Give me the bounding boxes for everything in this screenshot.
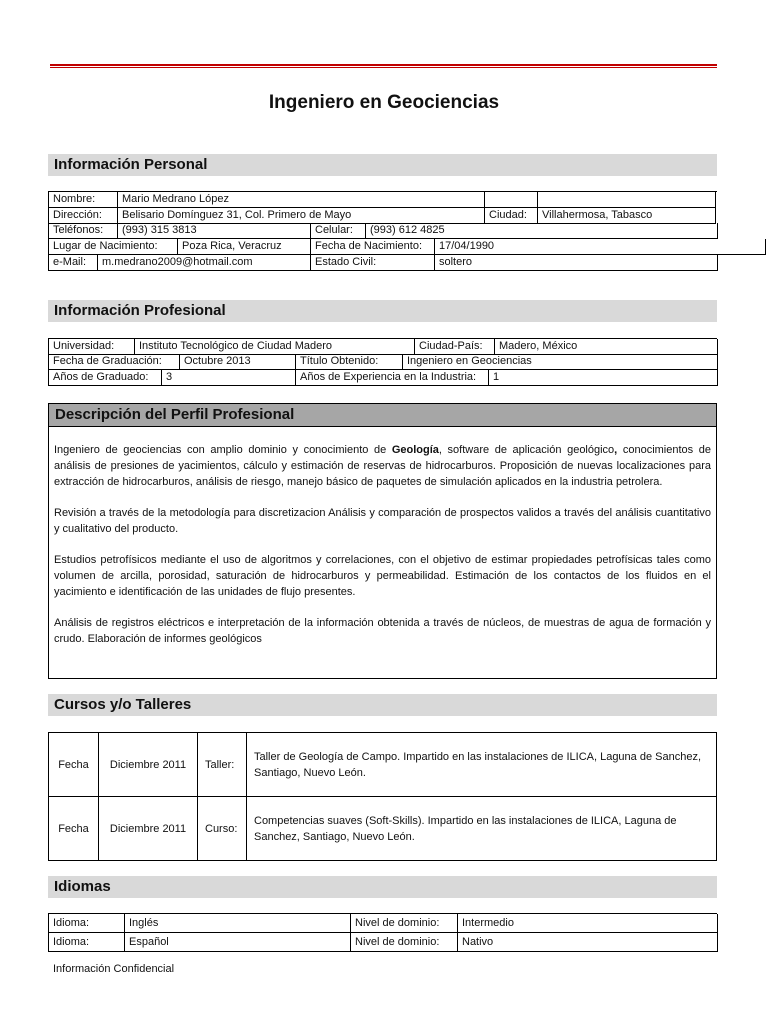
- nivel-label: Nivel de dominio:: [351, 933, 458, 952]
- idiomas-table: [48, 913, 717, 952]
- direccion-value: Belisario Domínguez 31, Col. Primero de Mayo: [118, 208, 485, 224]
- perfil-section: [48, 403, 717, 679]
- anios-graduado-label: Años de Graduado:: [49, 370, 162, 386]
- nivel-value: Nativo: [458, 933, 718, 952]
- lugar-label: Lugar de Nacimiento:: [49, 239, 178, 255]
- fecha-label: Fecha: [49, 797, 99, 861]
- anios-graduado-value: 3: [162, 370, 296, 386]
- nombre-value: Mario Medrano López: [118, 192, 485, 208]
- section-heading-profesional: Información Profesional: [48, 300, 717, 322]
- celular-value: (993) 612 4825: [366, 223, 718, 239]
- graduacion-value: Octubre 2013: [180, 354, 296, 370]
- fecha-value: Diciembre 2011: [99, 797, 198, 861]
- personal-table: [48, 191, 717, 224]
- personal-table-3: [48, 239, 717, 255]
- page-title: Ingeniero en Geociencias: [268, 92, 500, 113]
- nivel-label: Nivel de dominio:: [351, 914, 458, 933]
- empty-cell: [485, 192, 538, 208]
- direccion-label: Dirección:: [49, 208, 118, 224]
- text-span: Ingeniero de geociencias con amplio dominio y conocimiento de: [54, 444, 392, 456]
- graduacion-label: Fecha de Graduación:: [49, 354, 180, 370]
- footer-confidential: Información Confidencial: [53, 963, 175, 975]
- idioma-label: Idioma:: [49, 933, 125, 952]
- profesional-table-2: [48, 354, 717, 370]
- telefonos-value: (993) 315 3813: [118, 223, 311, 239]
- fecha-nacimiento-label: Fecha de Nacimiento:: [311, 239, 435, 255]
- profesional-table-3: [48, 370, 717, 386]
- email-label: e-Mail:: [49, 255, 98, 271]
- perfil-paragraph: Estudios petrofísicos mediante el uso de algoritmos y correlaciones, con el objetivo de estimar propiedades petrofísicas tales como volumen de arcilla, porosidad, saturación de hidrocarburos y permeabilidad. Estimación de los contactos de los fluidos en el yacimiento e identificación de las unidades de flujo presentes.: [54, 554, 711, 598]
- section-heading-perfil: Descripción del Perfil Profesional: [49, 404, 716, 427]
- section-heading-personal: Información Personal: [48, 154, 717, 176]
- telefonos-label: Teléfonos:: [49, 223, 118, 239]
- text-span: , software de aplicación geológico: [438, 444, 615, 456]
- section-heading-cursos: Cursos y/o Talleres: [48, 694, 717, 716]
- fecha-label: Fecha: [49, 733, 99, 797]
- table-row: [49, 733, 717, 797]
- curso-descripcion: Competencias suaves (Soft-Skills). Impartido en las instalaciones de ILICA, Laguna de Sanchez, Santiago, Nuevo León.: [247, 797, 717, 861]
- bold-span: ,: [614, 444, 618, 456]
- profesional-table: [48, 338, 717, 355]
- perfil-text: [49, 427, 716, 647]
- fecha-nacimiento-value: 17/04/1990: [435, 239, 766, 255]
- perfil-paragraph: Revisión a través de la metodología para discretizacion Análisis y comparación de prospectos validos a través del análisis cuantitativo y cualitativo del producto.: [54, 507, 711, 535]
- fecha-value: Diciembre 2011: [99, 733, 198, 797]
- personal-table-2: [48, 223, 717, 239]
- universidad-label: Universidad:: [49, 339, 135, 355]
- email-value: m.medrano2009@hotmail.com: [98, 255, 311, 271]
- experiencia-label: Años de Experiencia en la Industria:: [296, 370, 489, 386]
- universidad-value: Instituto Tecnológico de Ciudad Madero: [135, 339, 415, 355]
- ciudad-pais-label: Ciudad-País:: [415, 339, 495, 355]
- titulo-value: Ingeniero en Geociencias: [403, 354, 718, 370]
- ciudad-value: Villahermosa, Tabasco: [538, 208, 716, 224]
- personal-table-4: [48, 255, 717, 271]
- estado-civil-label: Estado Civil:: [311, 255, 435, 271]
- curso-descripcion: Taller de Geología de Campo. Impartido en las instalaciones de ILICA, Laguna de Sanchez, Santiago, Nuevo León.: [247, 733, 717, 797]
- nivel-value: Intermedio: [458, 914, 718, 933]
- perfil-paragraph: Análisis de registros eléctricos e interpretación de la información obtenida a través de núcleos, de muestras de agua de formación y crudo. Elaboración de informes geológicos: [54, 617, 711, 645]
- section-heading-idiomas: Idiomas: [48, 876, 717, 898]
- perfil-paragraph: [54, 442, 711, 490]
- estado-civil-value: soltero: [435, 255, 718, 271]
- nombre-label: Nombre:: [49, 192, 118, 208]
- titulo-label: Título Obtenido:: [296, 354, 403, 370]
- tipo-label: Taller:: [198, 733, 247, 797]
- experiencia-value: 1: [489, 370, 718, 386]
- tipo-label: Curso:: [198, 797, 247, 861]
- empty-cell: [538, 192, 716, 208]
- idioma-value: Español: [125, 933, 351, 952]
- idioma-label: Idioma:: [49, 914, 125, 933]
- lugar-value: Poza Rica, Veracruz: [178, 239, 311, 255]
- celular-label: Celular:: [311, 223, 366, 239]
- bold-span: Geología: [391, 444, 439, 456]
- idioma-value: Inglés: [125, 914, 351, 933]
- ciudad-label: Ciudad:: [485, 208, 538, 224]
- ciudad-pais-value: Madero, México: [495, 339, 718, 355]
- text-span: conocimientos de análisis de presiones de yacimientos, cálculo y estimación de reservas de hidrocarburos. Proposición de nuevas localizaciones para extracción de hidrocarburos, análisis de riesgo, manejo básico de paquetes de simulación aplicados en la industria petrolera.: [54, 444, 711, 488]
- header-rule: [50, 64, 717, 68]
- table-row: [49, 797, 717, 861]
- cursos-table: [48, 732, 717, 861]
